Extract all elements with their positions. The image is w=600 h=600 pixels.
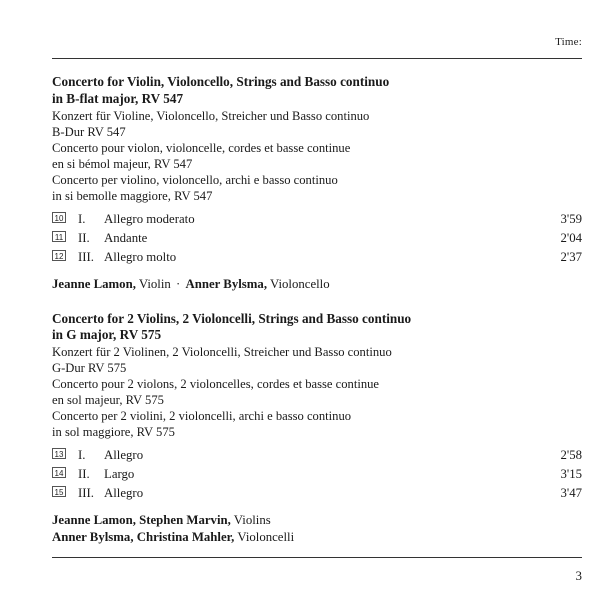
- track-duration: 3'47: [560, 486, 582, 501]
- work-title-line: Concerto per violino, violoncello, archi e basso continuo: [52, 172, 338, 187]
- track-number: 12: [52, 250, 66, 261]
- performer-name: Jeanne Lamon,: [52, 276, 136, 291]
- performer-role: Violin: [138, 276, 171, 291]
- track-list: [52, 448, 582, 505]
- work-title-line: Concerto pour 2 violons, 2 violoncelles, cordes et basse continue: [52, 377, 380, 392]
- work-title-english: [52, 74, 582, 108]
- track-duration: 3'59: [560, 211, 582, 226]
- work-title-line: Konzert für Violine, Violoncello, Streicher und Basso continuo: [52, 108, 370, 123]
- performer-role: Violins: [233, 513, 271, 528]
- movement-numeral: I.: [78, 448, 86, 463]
- work-title-line: B-Dur RV 547: [52, 124, 126, 139]
- movement-title: Andante: [104, 230, 148, 245]
- performer-role: Violoncello: [269, 276, 330, 291]
- track-duration: 2'04: [560, 230, 582, 245]
- movement-title: Allegro: [104, 448, 144, 463]
- track-number: 10: [52, 212, 66, 223]
- track-row: [52, 250, 582, 269]
- track-duration: 2'58: [560, 448, 582, 463]
- track-row: [52, 448, 582, 467]
- performer-role: Violoncelli: [237, 530, 295, 545]
- performer-credits: [52, 276, 582, 293]
- track-listing: [52, 74, 582, 560]
- work-title-translations: [52, 109, 582, 205]
- performer-name: Jeanne Lamon, Stephen Marvin,: [52, 513, 231, 528]
- movement-numeral: III.: [78, 486, 94, 501]
- track-row: [52, 467, 582, 486]
- track-number: 15: [52, 486, 66, 497]
- movement-title: Largo: [104, 467, 135, 482]
- movement-numeral: II.: [78, 467, 90, 482]
- page-number: 3: [575, 568, 582, 583]
- work-title-line: en si bémol majeur, RV 547: [52, 156, 193, 171]
- work-entry: [52, 74, 582, 293]
- work-entry: [52, 311, 582, 546]
- work-title-line: Konzert für 2 Violinen, 2 Violoncelli, Streicher und Basso continuo: [52, 345, 392, 360]
- track-title: [78, 467, 536, 482]
- track-title: [78, 448, 536, 463]
- track-duration: 3'15: [560, 467, 582, 482]
- work-title-english: [52, 311, 582, 345]
- movement-title: Allegro moderato: [104, 211, 195, 226]
- movement-numeral: III.: [78, 249, 94, 264]
- performer-credits: [52, 512, 582, 546]
- track-list: [52, 212, 582, 269]
- work-title-line: Concerto per 2 violini, 2 violoncelli, archi e basso continuo: [52, 409, 352, 424]
- track-number: 11: [52, 231, 66, 242]
- work-title-line: in B-flat major, RV 547: [52, 90, 184, 106]
- movement-title: Allegro: [104, 486, 144, 501]
- time-column-label: Time:: [555, 36, 582, 48]
- work-title-line: in sol maggiore, RV 575: [52, 425, 175, 440]
- track-title: [78, 231, 536, 246]
- work-title-line: en sol majeur, RV 575: [52, 393, 164, 408]
- performer-line: [52, 529, 582, 546]
- performer-line: [52, 512, 582, 529]
- track-duration: 2'37: [560, 249, 582, 264]
- track-row: [52, 212, 582, 231]
- movement-numeral: II.: [78, 230, 90, 245]
- track-number: 14: [52, 467, 66, 478]
- performer-name: Anner Bylsma,: [185, 276, 268, 291]
- track-row: [52, 486, 582, 505]
- work-title-line: in si bemolle maggiore, RV 547: [52, 188, 213, 203]
- work-title-line: Concerto for 2 Violins, 2 Violoncelli, Strings and Basso continuo: [52, 310, 412, 326]
- track-title: [78, 250, 536, 265]
- movement-title: Allegro molto: [104, 249, 177, 264]
- bottom-divider: [52, 557, 582, 558]
- track-number: 13: [52, 448, 66, 459]
- work-title-line: G-Dur RV 575: [52, 361, 127, 376]
- work-title-line: Concerto for Violin, Violoncello, Strings and Basso continuo: [52, 74, 390, 89]
- work-title-translations: [52, 345, 582, 441]
- movement-numeral: I.: [78, 211, 86, 226]
- top-divider: [52, 58, 582, 59]
- performer-separator: ·: [176, 276, 181, 291]
- track-title: [78, 486, 536, 501]
- performer-name: Anner Bylsma, Christina Mahler,: [52, 530, 235, 545]
- performer-line: [52, 276, 582, 293]
- track-row: [52, 231, 582, 250]
- work-title-line: Concerto pour violon, violoncelle, cordes et basse continue: [52, 140, 351, 155]
- work-title-line: in G major, RV 575: [52, 327, 162, 343]
- track-title: [78, 212, 536, 227]
